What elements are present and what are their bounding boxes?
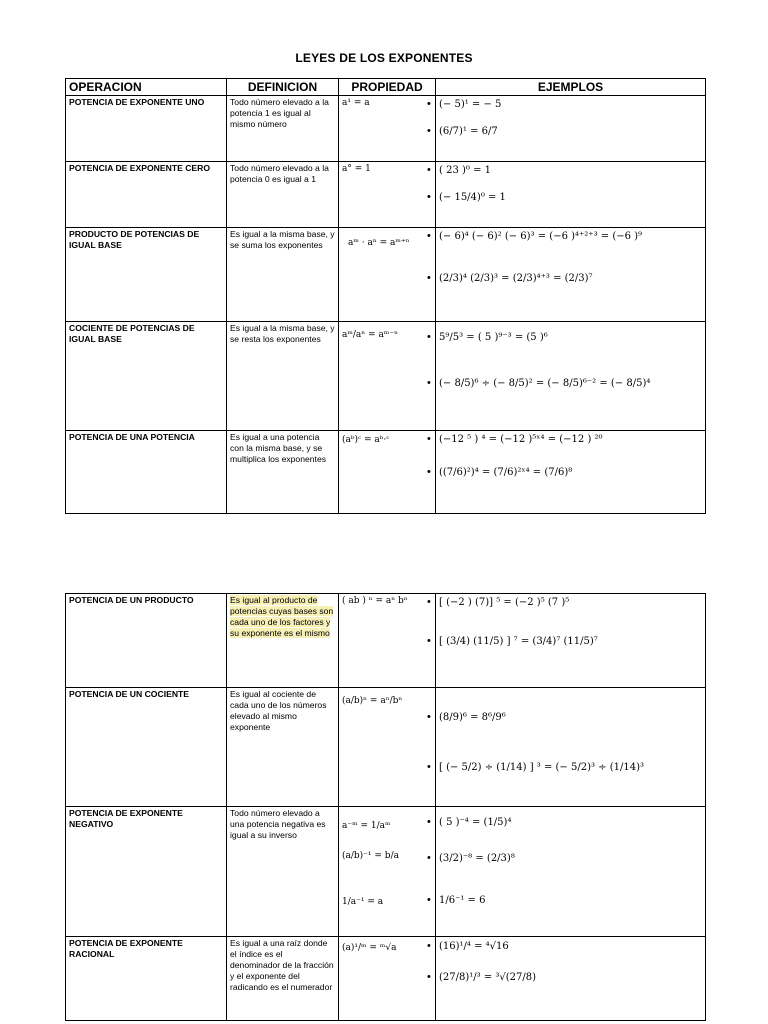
property-formula: a⁻ᵐ = 1/aᵐ bbox=[342, 821, 391, 831]
property-formula: (a)¹/ᵐ = ᵐ√a bbox=[342, 943, 397, 953]
operation-cell: POTENCIA DE EXPONENTE CERO bbox=[66, 162, 227, 228]
definition-cell: Es igual a la misma base, y se suma los exponentes bbox=[227, 228, 339, 322]
example-formula: • ( 5 )⁻⁴ = (1/5)⁴ bbox=[439, 816, 512, 828]
examples-cell bbox=[436, 96, 706, 162]
table-row bbox=[66, 594, 706, 688]
example-formula: • [ (− 5/2) ÷ (1/14) ] ³ = (− 5/2)³ ÷ (1/14)³ bbox=[439, 761, 644, 773]
property-formula: (a/b)ⁿ = aⁿ/bⁿ bbox=[342, 696, 403, 706]
example-formula: • (− 5)¹ = − 5 bbox=[439, 98, 502, 110]
property-formula: (a/b)⁻¹ = b/a bbox=[342, 851, 399, 861]
property-cell bbox=[339, 228, 436, 322]
examples-cell bbox=[436, 322, 706, 431]
property-formula: 1/a⁻¹ = a bbox=[342, 897, 384, 907]
property-formula: (aᵇ)ᶜ = aᵇ·ᶜ bbox=[342, 435, 390, 445]
example-formula: • (− 15/4)⁰ = 1 bbox=[439, 191, 506, 203]
property-formula: a¹ = a bbox=[342, 98, 370, 108]
examples-cell bbox=[436, 162, 706, 228]
definition-cell: Es igual a la misma base, y se resta los exponentes bbox=[227, 322, 339, 431]
operation-cell: POTENCIA DE UN COCIENTE bbox=[66, 688, 227, 807]
examples-cell bbox=[436, 228, 706, 322]
operation-cell: POTENCIA DE UN PRODUCTO bbox=[66, 594, 227, 688]
examples-cell bbox=[436, 937, 706, 1021]
property-cell bbox=[339, 431, 436, 514]
definition-cell: Todo número elevado a una potencia negativa es igual a su inverso bbox=[227, 807, 339, 937]
definition-cell: Es igual a una potencia con la misma base, y se multiplica los exponentes bbox=[227, 431, 339, 514]
table-header-row bbox=[66, 79, 706, 96]
property-formula: aᵐ/aⁿ = aᵐ⁻ⁿ bbox=[342, 330, 398, 340]
property-cell bbox=[339, 807, 436, 937]
example-formula: • [ (−2 ) (7)] ⁵ = (−2 )⁵ (7 )⁵ bbox=[439, 596, 570, 608]
property-cell bbox=[339, 937, 436, 1021]
laws-table-2 bbox=[65, 593, 706, 1021]
example-formula: • (− 8/5)⁶ ÷ (− 8/5)² = (− 8/5)⁶⁻² = (− 8/5)⁴ bbox=[439, 377, 651, 389]
table-row bbox=[66, 688, 706, 807]
operation-cell: COCIENTE DE POTENCIAS DE IGUAL BASE bbox=[66, 322, 227, 431]
operation-cell: POTENCIA DE UNA POTENCIA bbox=[66, 431, 227, 514]
definition-cell: Es igual a una raíz donde el índice es el denominador de la fracción y el exponente del radicando es el numerador bbox=[227, 937, 339, 1021]
definition-cell: Todo número elevado a la potencia 1 es igual al mismo número bbox=[227, 96, 339, 162]
example-formula: • ((7/6)²)⁴ = (7/6)²ˣ⁴ = (7/6)⁸ bbox=[439, 466, 573, 478]
examples-cell bbox=[436, 807, 706, 937]
example-formula: • (2/3)⁴ (2/3)³ = (2/3)⁴⁺³ = (2/3)⁷ bbox=[439, 272, 593, 284]
laws-table-1 bbox=[65, 78, 706, 514]
operation-cell: PRODUCTO DE POTENCIAS DE IGUAL BASE bbox=[66, 228, 227, 322]
examples-cell bbox=[436, 431, 706, 514]
table-row bbox=[66, 322, 706, 431]
header-definicion: DEFINICION bbox=[227, 79, 339, 96]
property-formula: aᵐ · aⁿ = aᵐ⁺ⁿ bbox=[348, 238, 410, 248]
table-row bbox=[66, 431, 706, 514]
table-row bbox=[66, 162, 706, 228]
property-cell bbox=[339, 594, 436, 688]
examples-cell bbox=[436, 688, 706, 807]
examples-cell bbox=[436, 594, 706, 688]
property-cell bbox=[339, 688, 436, 807]
example-formula: • (3/2)⁻⁸ = (2/3)⁸ bbox=[439, 852, 515, 864]
operation-cell: POTENCIA DE EXPONENTE NEGATIVO bbox=[66, 807, 227, 937]
property-formula: ( ab ) ⁿ = aⁿ bⁿ bbox=[342, 596, 408, 606]
highlighted-definition: Es igual al producto de potencias cuyas bases son cada uno de los factores y su exponente es el mismo bbox=[230, 595, 334, 638]
example-formula: • ( 23 )⁰ = 1 bbox=[439, 164, 491, 176]
property-cell bbox=[339, 162, 436, 228]
header-operacion: OPERACION bbox=[66, 79, 227, 96]
header-propiedad: PROPIEDAD bbox=[339, 79, 436, 96]
example-formula: • 5⁹/5³ = ( 5 )⁹⁻³ = (5 )⁶ bbox=[439, 331, 548, 343]
example-formula: • 1/6⁻¹ = 6 bbox=[439, 894, 486, 906]
example-formula: • (16)¹/⁴ = ⁴√16 bbox=[439, 940, 509, 952]
example-formula: • (8/9)⁶ = 8⁶/9⁶ bbox=[439, 711, 506, 723]
table-row bbox=[66, 228, 706, 322]
example-formula: • (−12 ⁵ ) ⁴ = (−12 )⁵ˣ⁴ = (−12 ) ²⁰ bbox=[439, 433, 603, 445]
example-formula: • (27/8)¹/³ = ³√(27/8) bbox=[439, 971, 537, 983]
header-ejemplos: EJEMPLOS bbox=[436, 79, 706, 96]
operation-cell: POTENCIA DE EXPONENTE RACIONAL bbox=[66, 937, 227, 1021]
table-row bbox=[66, 937, 706, 1021]
definition-cell: Todo número elevado a la potencia 0 es igual a 1 bbox=[227, 162, 339, 228]
example-formula: • [ (3/4) (11/5) ] ⁷ = (3/4)⁷ (11/5)⁷ bbox=[439, 635, 598, 647]
table-row bbox=[66, 96, 706, 162]
document-title: LEYES DE LOS EXPONENTES bbox=[295, 51, 473, 65]
table-row bbox=[66, 807, 706, 937]
operation-cell: POTENCIA DE EXPONENTE UNO bbox=[66, 96, 227, 162]
property-cell bbox=[339, 322, 436, 431]
definition-cell: Es igual al cociente de cada uno de los números elevado al mismo exponente bbox=[227, 688, 339, 807]
definition-cell bbox=[227, 594, 339, 688]
example-formula: • (6/7)¹ = 6/7 bbox=[439, 125, 498, 137]
property-cell bbox=[339, 96, 436, 162]
example-formula: • (− 6)⁴ (− 6)² (− 6)³ = (−6 )⁴⁺²⁺³ = (−6 )⁹ bbox=[439, 230, 643, 242]
property-formula: a° = 1 bbox=[342, 164, 371, 174]
